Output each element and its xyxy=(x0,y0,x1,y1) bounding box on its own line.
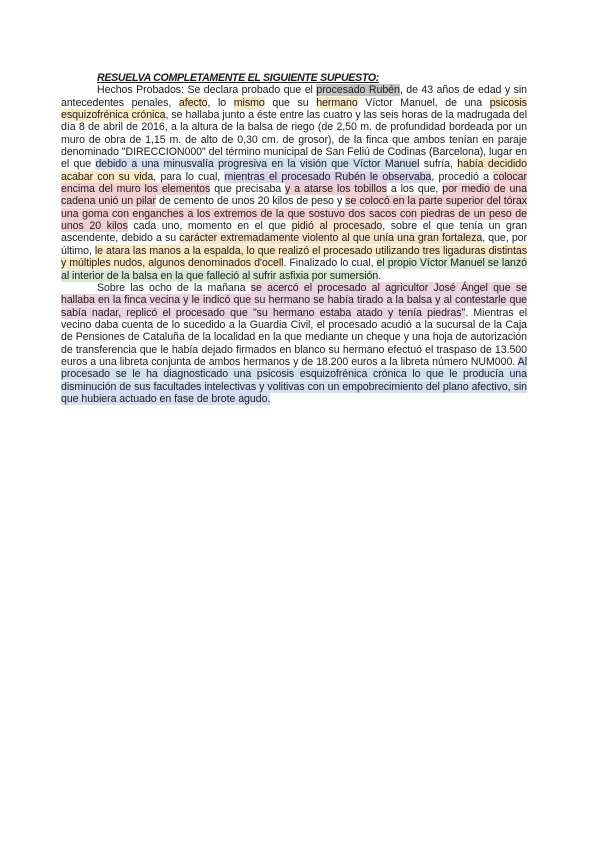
highlight-mauve: se acercó el procesado al agricultor José Ángel que se hallaba en la finca vecina y le indicó que su hermano se había tirado a la balsa y al contestarle que sabía nadar, replicó el procesado que "su hermano estaba atado y tenía piedras" xyxy=(61,281,527,319)
highlight-yellow: afecto xyxy=(178,96,208,109)
text-segment: , se hallaba junto a éste entre las cuatro y las seis horas de la madrugada del día 8 de abril de 2016, a la altura de la balsa de riego (de 2,50 m. de profundidad bordeada por un muro de obra de 1,15 m. de alto de 0,30 cm. de grosor), de la finca que ambos tenían en paraje denominado "DIRECCION000" del término municipal de San Feliú de Codinas (Barcelona), lugar en el que xyxy=(61,109,527,171)
text-segment: . Mientras el vecino daba cuenta de lo sucedido a la Guardia Civil, el procesado acudió a la sucursal de la Caja de Pensiones de Cataluña de la localidad en la que mediante un cheque y una hoja de autorización de transferencia que le había dejado firmados en blanco su hermano efectuó el traspaso de 13.500 euros a una libreta conjunta de ambos hermanos y de 18.200 euros a la libreta número NUM000. xyxy=(61,306,528,368)
highlight-orange: carácter extremadamente violento al que unía una gran fortaleza xyxy=(179,232,483,245)
text-segment: , procedió a xyxy=(431,170,494,183)
highlight-yellow: mismo xyxy=(233,96,265,109)
highlight-yellow: había decidido acabar con su vida xyxy=(61,158,527,183)
highlight-pink: por medio de una cadena unió un pilar xyxy=(61,183,527,208)
text-segment: , de 43 años de edad y sin antecedentes penales, xyxy=(61,84,527,109)
highlight-yellow: psicosis esquizofrénica crónica xyxy=(61,96,527,122)
highlight-blue: Al procesado se le ha diagnosticado una psicosis esquizofrénica crónica lo que le producía una disminución de sus facultades intelectivas y volitivas con un empobrecimiento del plano afectivo, sin que hubiera actuado en fase de brote agudo. xyxy=(61,355,527,405)
text-segment: , para lo cual, xyxy=(153,170,225,183)
text-segment: Hechos Probados: Se declara probado que el xyxy=(97,84,317,97)
highlight-gray: procesado Rubén xyxy=(316,84,400,97)
text-segment: que precisaba xyxy=(210,183,286,196)
paragraph-manana xyxy=(61,282,527,405)
highlight-pink: y a atarse los tobillos xyxy=(285,183,387,196)
highlight-green: el propio Víctor Manuel se lanzó al interior de la balsa en la que falleció al sufrir asfixia por sumersión xyxy=(61,257,527,282)
text-segment: de cemento de unos 20 kilos de peso y xyxy=(155,195,346,208)
text-segment: Víctor Manuel, de una xyxy=(357,96,490,109)
text-segment: sufría, xyxy=(419,158,458,171)
text-segment: . Finalizado lo cual, xyxy=(283,257,377,270)
text-segment: , lo xyxy=(207,96,234,109)
highlight-blue: debido a una minusvalía progresiva en la visión que Víctor Manuel xyxy=(95,158,420,171)
highlight-orange: pidió al procesado xyxy=(291,220,383,233)
text-segment: . xyxy=(378,269,382,282)
highlight-pink: colocar encima del muro los elementos xyxy=(61,170,528,196)
text-segment: que su xyxy=(264,96,317,109)
paragraph-hechos-probados xyxy=(61,84,527,282)
highlight-lavender: mientras el procesado Rubén le observaba xyxy=(224,170,432,183)
text-segment: , sobre el que tenía un gran ascendente, debido a su xyxy=(61,220,527,245)
highlight-yellow: hermano xyxy=(316,96,358,109)
text-segment: cada uno, momento en el que xyxy=(127,220,292,233)
document-title: RESUELVA COMPLETAMENTE EL SIGUIENTE SUPUESTO: xyxy=(97,72,379,84)
document-page xyxy=(61,72,527,405)
highlight-yellow: le atara las manos a la espalda, lo que realizó el procesado utilizando tres ligaduras distintas y múltiples nudos, algunos denominados d'ocell xyxy=(61,244,528,270)
highlight-pink: se colocó en la parte superior del tórax una goma con enganches a los extremos de la que sostuvo dos sacos con piedras de un peso de unos 20 kilos xyxy=(61,195,527,233)
text-segment: Sobre las ocho de la mañana xyxy=(97,281,251,294)
text-segment: a los que, xyxy=(386,183,443,196)
text-segment: , que, por último, xyxy=(61,232,527,257)
